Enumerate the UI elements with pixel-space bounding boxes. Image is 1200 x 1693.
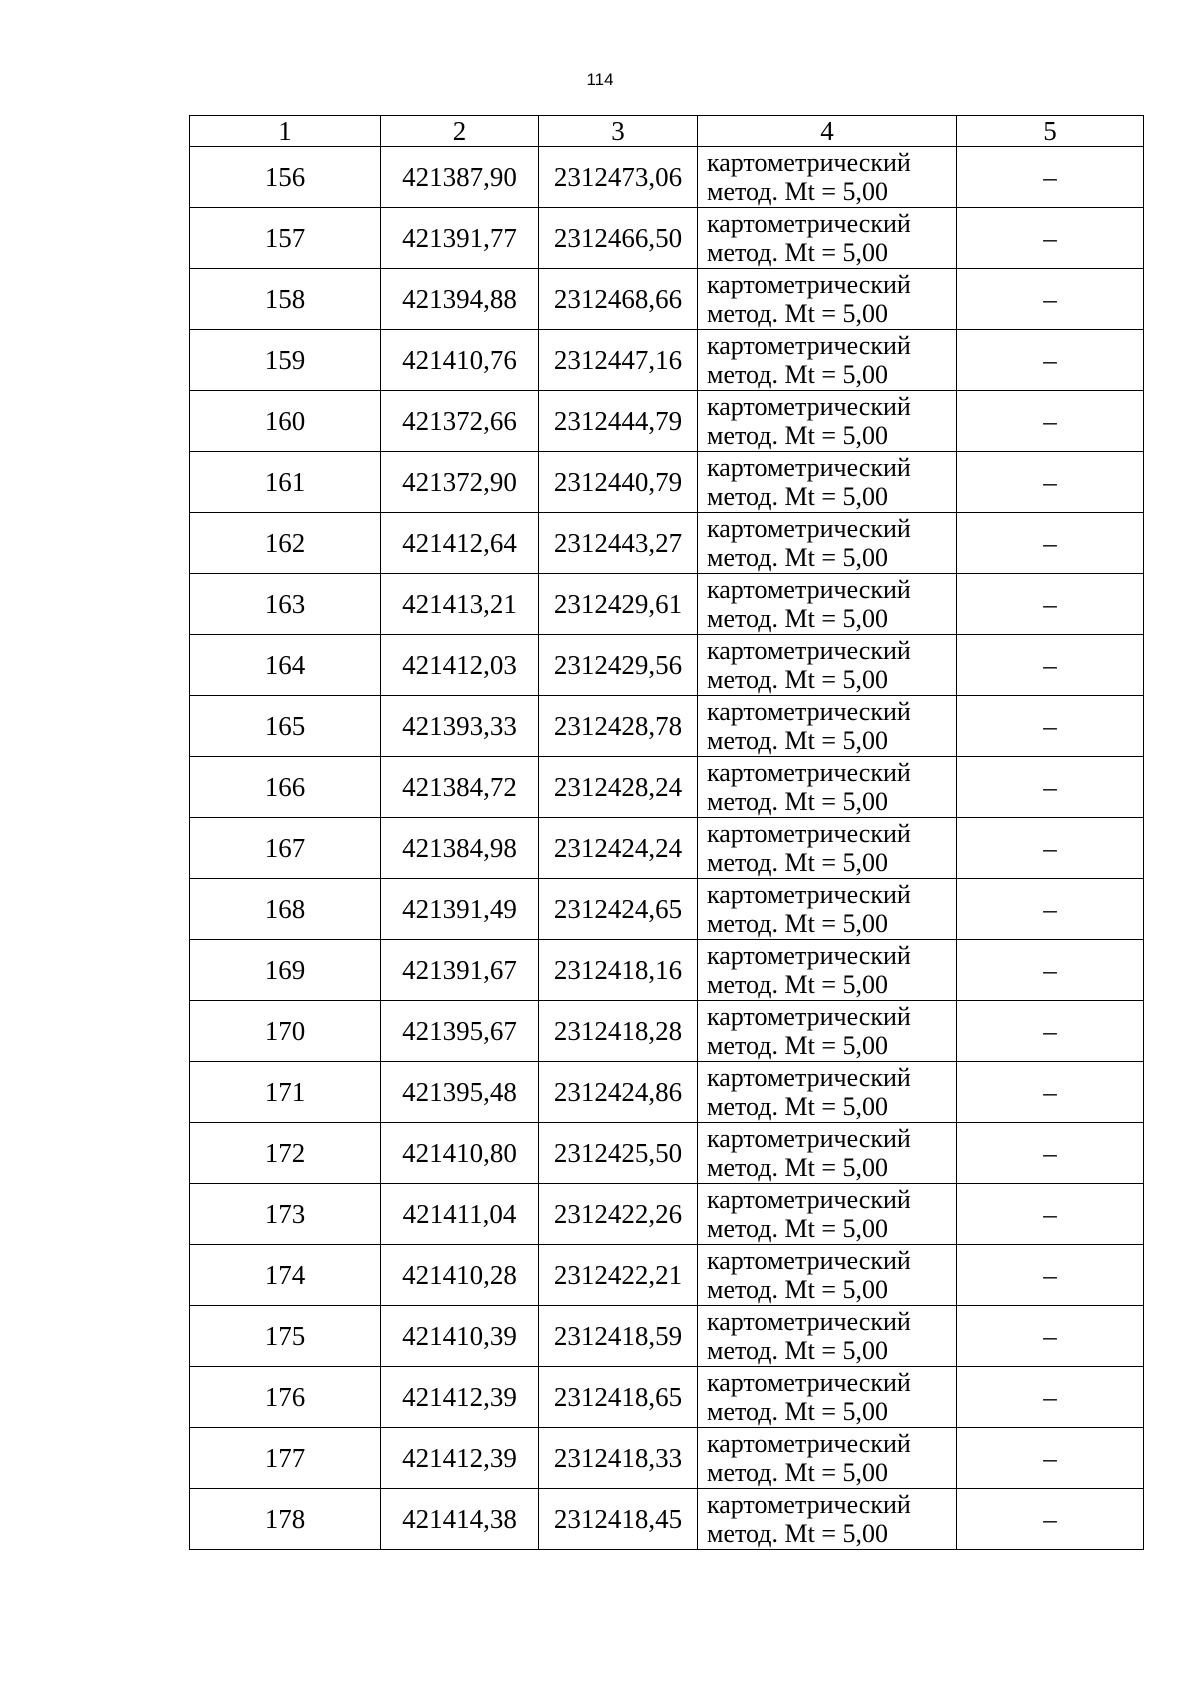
note-cell: – <box>957 818 1144 879</box>
y-coordinate-cell: 2312429,61 <box>539 574 698 635</box>
table-row <box>190 635 1144 696</box>
point-number-cell: 159 <box>190 330 381 391</box>
y-coordinate-cell: 2312440,79 <box>539 452 698 513</box>
y-coordinate-cell: 2312425,50 <box>539 1123 698 1184</box>
method-cell <box>698 940 957 1001</box>
y-coordinate-cell: 2312429,56 <box>539 635 698 696</box>
point-number-cell: 174 <box>190 1245 381 1306</box>
point-number-cell: 167 <box>190 818 381 879</box>
method-line-2: метод. Mt = 5,00 <box>707 1214 888 1243</box>
method-cell <box>698 1001 957 1062</box>
point-number-cell: 164 <box>190 635 381 696</box>
note-cell: – <box>957 208 1144 269</box>
table-row <box>190 452 1144 513</box>
table-row <box>190 757 1144 818</box>
table-row <box>190 269 1144 330</box>
point-number-cell: 165 <box>190 696 381 757</box>
method-cell <box>698 757 957 818</box>
y-coordinate-cell: 2312424,86 <box>539 1062 698 1123</box>
y-coordinate-cell: 2312418,28 <box>539 1001 698 1062</box>
method-line-2: метод. Mt = 5,00 <box>707 909 888 938</box>
note-cell: – <box>957 1489 1144 1550</box>
method-cell <box>698 818 957 879</box>
method-line-1: картометрический <box>707 1368 911 1397</box>
method-line-2: метод. Mt = 5,00 <box>707 1031 888 1060</box>
method-line-1: картометрический <box>707 392 911 421</box>
method-line-2: метод. Mt = 5,00 <box>707 1519 888 1548</box>
note-cell: – <box>957 1306 1144 1367</box>
method-line-2: метод. Mt = 5,00 <box>707 1397 888 1426</box>
method-line-1: картометрический <box>707 1490 911 1519</box>
point-number-cell: 173 <box>190 1184 381 1245</box>
method-cell <box>698 1306 957 1367</box>
note-cell: – <box>957 635 1144 696</box>
method-line-2: метод. Mt = 5,00 <box>707 1275 888 1304</box>
x-coordinate-cell: 421391,77 <box>381 208 539 269</box>
method-cell <box>698 696 957 757</box>
point-number-cell: 157 <box>190 208 381 269</box>
method-cell <box>698 1428 957 1489</box>
point-number-cell: 170 <box>190 1001 381 1062</box>
note-cell: – <box>957 513 1144 574</box>
y-coordinate-cell: 2312418,65 <box>539 1367 698 1428</box>
y-coordinate-cell: 2312424,24 <box>539 818 698 879</box>
method-line-2: метод. Mt = 5,00 <box>707 543 888 572</box>
point-number-cell: 162 <box>190 513 381 574</box>
x-coordinate-cell: 421414,38 <box>381 1489 539 1550</box>
x-coordinate-cell: 421411,04 <box>381 1184 539 1245</box>
y-coordinate-cell: 2312468,66 <box>539 269 698 330</box>
note-cell: – <box>957 940 1144 1001</box>
point-number-cell: 168 <box>190 879 381 940</box>
table-row <box>190 513 1144 574</box>
method-line-1: картометрический <box>707 1246 911 1275</box>
point-number-cell: 163 <box>190 574 381 635</box>
method-cell <box>698 635 957 696</box>
method-line-1: картометрический <box>707 1429 911 1458</box>
method-line-2: метод. Mt = 5,00 <box>707 177 888 206</box>
method-cell <box>698 574 957 635</box>
point-number-cell: 172 <box>190 1123 381 1184</box>
table-row <box>190 1428 1144 1489</box>
table-row <box>190 574 1144 635</box>
column-header-4: 4 <box>698 116 957 147</box>
y-coordinate-cell: 2312418,45 <box>539 1489 698 1550</box>
method-line-2: метод. Mt = 5,00 <box>707 299 888 328</box>
method-line-2: метод. Mt = 5,00 <box>707 848 888 877</box>
point-number-cell: 176 <box>190 1367 381 1428</box>
method-line-2: метод. Mt = 5,00 <box>707 726 888 755</box>
table-row <box>190 1184 1144 1245</box>
method-line-1: картометрический <box>707 880 911 909</box>
method-line-2: метод. Mt = 5,00 <box>707 970 888 999</box>
note-cell: – <box>957 696 1144 757</box>
table-row <box>190 330 1144 391</box>
table-row <box>190 1489 1144 1550</box>
x-coordinate-cell: 421410,28 <box>381 1245 539 1306</box>
method-cell <box>698 879 957 940</box>
x-coordinate-cell: 421394,88 <box>381 269 539 330</box>
point-number-cell: 169 <box>190 940 381 1001</box>
x-coordinate-cell: 421410,76 <box>381 330 539 391</box>
x-coordinate-cell: 421384,98 <box>381 818 539 879</box>
x-coordinate-cell: 421395,67 <box>381 1001 539 1062</box>
method-line-1: картометрический <box>707 270 911 299</box>
method-line-2: метод. Mt = 5,00 <box>707 787 888 816</box>
table-row <box>190 1245 1144 1306</box>
y-coordinate-cell: 2312422,21 <box>539 1245 698 1306</box>
x-coordinate-cell: 421412,39 <box>381 1428 539 1489</box>
method-line-1: картометрический <box>707 209 911 238</box>
method-line-2: метод. Mt = 5,00 <box>707 482 888 511</box>
method-cell <box>698 1367 957 1428</box>
method-line-1: картометрический <box>707 148 911 177</box>
method-cell <box>698 1123 957 1184</box>
table-row <box>190 696 1144 757</box>
table-header-row <box>190 116 1144 147</box>
x-coordinate-cell: 421393,33 <box>381 696 539 757</box>
y-coordinate-cell: 2312473,06 <box>539 147 698 208</box>
table-row <box>190 818 1144 879</box>
column-header-3: 3 <box>539 116 698 147</box>
method-line-1: картометрический <box>707 1124 911 1153</box>
method-line-1: картометрический <box>707 575 911 604</box>
point-number-cell: 175 <box>190 1306 381 1367</box>
y-coordinate-cell: 2312418,59 <box>539 1306 698 1367</box>
note-cell: – <box>957 1123 1144 1184</box>
note-cell: – <box>957 147 1144 208</box>
note-cell: – <box>957 452 1144 513</box>
x-coordinate-cell: 421412,03 <box>381 635 539 696</box>
table-row <box>190 1123 1144 1184</box>
x-coordinate-cell: 421395,48 <box>381 1062 539 1123</box>
coordinates-table <box>189 115 1144 1550</box>
method-cell <box>698 269 957 330</box>
x-coordinate-cell: 421391,67 <box>381 940 539 1001</box>
method-line-1: картометрический <box>707 697 911 726</box>
method-line-1: картометрический <box>707 514 911 543</box>
table-row <box>190 391 1144 452</box>
method-cell <box>698 1245 957 1306</box>
y-coordinate-cell: 2312444,79 <box>539 391 698 452</box>
column-header-5: 5 <box>957 116 1144 147</box>
method-line-1: картометрический <box>707 636 911 665</box>
method-line-2: метод. Mt = 5,00 <box>707 1153 888 1182</box>
method-line-1: картометрический <box>707 1185 911 1214</box>
method-cell <box>698 391 957 452</box>
table-row <box>190 1367 1144 1428</box>
method-cell <box>698 208 957 269</box>
note-cell: – <box>957 330 1144 391</box>
y-coordinate-cell: 2312428,78 <box>539 696 698 757</box>
x-coordinate-cell: 421391,49 <box>381 879 539 940</box>
note-cell: – <box>957 757 1144 818</box>
method-line-2: метод. Mt = 5,00 <box>707 1336 888 1365</box>
method-cell <box>698 513 957 574</box>
x-coordinate-cell: 421384,72 <box>381 757 539 818</box>
point-number-cell: 160 <box>190 391 381 452</box>
point-number-cell: 158 <box>190 269 381 330</box>
x-coordinate-cell: 421372,90 <box>381 452 539 513</box>
note-cell: – <box>957 1001 1144 1062</box>
table-row <box>190 879 1144 940</box>
column-header-2: 2 <box>381 116 539 147</box>
note-cell: – <box>957 1184 1144 1245</box>
method-line-1: картометрический <box>707 331 911 360</box>
method-line-2: метод. Mt = 5,00 <box>707 665 888 694</box>
note-cell: – <box>957 879 1144 940</box>
y-coordinate-cell: 2312466,50 <box>539 208 698 269</box>
note-cell: – <box>957 391 1144 452</box>
method-line-2: метод. Mt = 5,00 <box>707 238 888 267</box>
table-row <box>190 1306 1144 1367</box>
method-line-2: метод. Mt = 5,00 <box>707 1458 888 1487</box>
method-line-1: картометрический <box>707 1307 911 1336</box>
note-cell: – <box>957 1245 1144 1306</box>
method-line-1: картометрический <box>707 1063 911 1092</box>
method-cell <box>698 452 957 513</box>
method-line-2: метод. Mt = 5,00 <box>707 421 888 450</box>
y-coordinate-cell: 2312447,16 <box>539 330 698 391</box>
note-cell: – <box>957 574 1144 635</box>
point-number-cell: 177 <box>190 1428 381 1489</box>
y-coordinate-cell: 2312443,27 <box>539 513 698 574</box>
method-line-2: метод. Mt = 5,00 <box>707 1092 888 1121</box>
x-coordinate-cell: 421410,39 <box>381 1306 539 1367</box>
column-header-1: 1 <box>190 116 381 147</box>
point-number-cell: 156 <box>190 147 381 208</box>
point-number-cell: 166 <box>190 757 381 818</box>
method-line-1: картометрический <box>707 453 911 482</box>
y-coordinate-cell: 2312418,33 <box>539 1428 698 1489</box>
method-cell <box>698 1489 957 1550</box>
table-row <box>190 147 1144 208</box>
x-coordinate-cell: 421410,80 <box>381 1123 539 1184</box>
x-coordinate-cell: 421412,64 <box>381 513 539 574</box>
method-line-2: метод. Mt = 5,00 <box>707 604 888 633</box>
note-cell: – <box>957 1428 1144 1489</box>
method-line-1: картометрический <box>707 758 911 787</box>
y-coordinate-cell: 2312418,16 <box>539 940 698 1001</box>
x-coordinate-cell: 421372,66 <box>381 391 539 452</box>
note-cell: – <box>957 1367 1144 1428</box>
y-coordinate-cell: 2312424,65 <box>539 879 698 940</box>
method-cell <box>698 1184 957 1245</box>
method-line-1: картометрический <box>707 1002 911 1031</box>
method-cell <box>698 330 957 391</box>
table-row <box>190 208 1144 269</box>
table-body <box>190 147 1144 1550</box>
table-row <box>190 1001 1144 1062</box>
method-cell <box>698 1062 957 1123</box>
point-number-cell: 161 <box>190 452 381 513</box>
page-number: 114 <box>586 70 614 89</box>
y-coordinate-cell: 2312422,26 <box>539 1184 698 1245</box>
table-row <box>190 940 1144 1001</box>
x-coordinate-cell: 421387,90 <box>381 147 539 208</box>
method-line-2: метод. Mt = 5,00 <box>707 360 888 389</box>
point-number-cell: 178 <box>190 1489 381 1550</box>
x-coordinate-cell: 421412,39 <box>381 1367 539 1428</box>
x-coordinate-cell: 421413,21 <box>381 574 539 635</box>
point-number-cell: 171 <box>190 1062 381 1123</box>
note-cell: – <box>957 269 1144 330</box>
method-cell <box>698 147 957 208</box>
y-coordinate-cell: 2312428,24 <box>539 757 698 818</box>
method-line-1: картометрический <box>707 819 911 848</box>
table-row <box>190 1062 1144 1123</box>
method-line-1: картометрический <box>707 941 911 970</box>
note-cell: – <box>957 1062 1144 1123</box>
